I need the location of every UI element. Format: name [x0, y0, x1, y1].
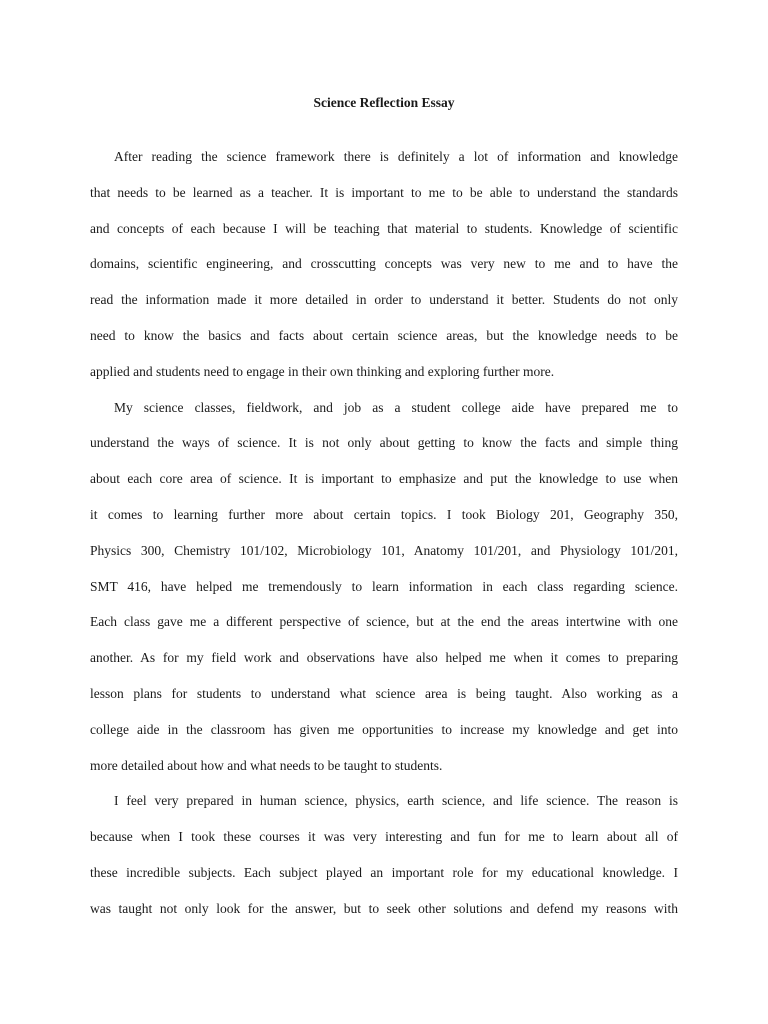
text-line: these incredible subjects. Each subject played an important role for my educational knowledge. I	[90, 864, 678, 880]
text-line: and concepts of each because I will be teaching that material to students. Knowledge of scientific	[90, 220, 678, 236]
document-body	[90, 146, 678, 934]
text-line: understand the ways of science. It is not only about getting to know the facts and simple thing	[90, 435, 678, 451]
text-line: college aide in the classroom has given me opportunities to increase my knowledge and get into	[90, 721, 678, 737]
text-line: domains, scientific engineering, and crosscutting concepts was very new to me and to have the	[90, 256, 678, 272]
text-line: I feel very prepared in human science, physics, earth science, and life science. The reason is	[114, 793, 678, 809]
document-title: Science Reflection Essay	[313, 95, 455, 110]
text-line: another. As for my field work and observations have also helped me when it comes to preparing	[90, 650, 678, 666]
paragraph-2	[90, 397, 678, 791]
paragraph-1	[90, 146, 678, 397]
text-line: it comes to learning further more about certain topics. I took Biology 201, Geography 350,	[90, 506, 678, 522]
text-line: After reading the science framework there is definitely a lot of information and knowledge	[114, 149, 678, 164]
text-line: read the information made it more detailed in order to understand it better. Students do not only	[90, 292, 678, 308]
paragraph-3	[90, 790, 678, 933]
text-line: Physics 300, Chemistry 101/102, Microbiology 101, Anatomy 101/201, and Physiology 101/201,	[90, 542, 678, 558]
text-line: about each core area of science. It is important to emphasize and put the knowledge to use when	[90, 471, 678, 487]
text-line: was taught not only look for the answer, but to seek other solutions and defend my reasons with	[90, 900, 678, 916]
text-line: because when I took these courses it was very interesting and fun for me to learn about all of	[90, 829, 678, 845]
text-line: SMT 416, have helped me tremendously to learn information in each class regarding science.	[90, 578, 678, 594]
text-line: My science classes, fieldwork, and job as a student college aide have prepared me to	[114, 399, 678, 415]
text-line: more detailed about how and what needs to be taught to students.	[90, 757, 443, 773]
text-line: lesson plans for students to understand what science area is being taught. Also working as a	[90, 685, 678, 701]
text-line: Each class gave me a different perspective of science, but at the end the areas intertwine with one	[90, 614, 678, 630]
text-line: applied and students need to engage in their own thinking and exploring further more.	[90, 363, 555, 379]
text-line: that needs to be learned as a teacher. It is important to me to be able to understand the standards	[90, 184, 678, 200]
text-line: need to know the basics and facts about certain science areas, but the knowledge needs to be	[90, 327, 678, 343]
